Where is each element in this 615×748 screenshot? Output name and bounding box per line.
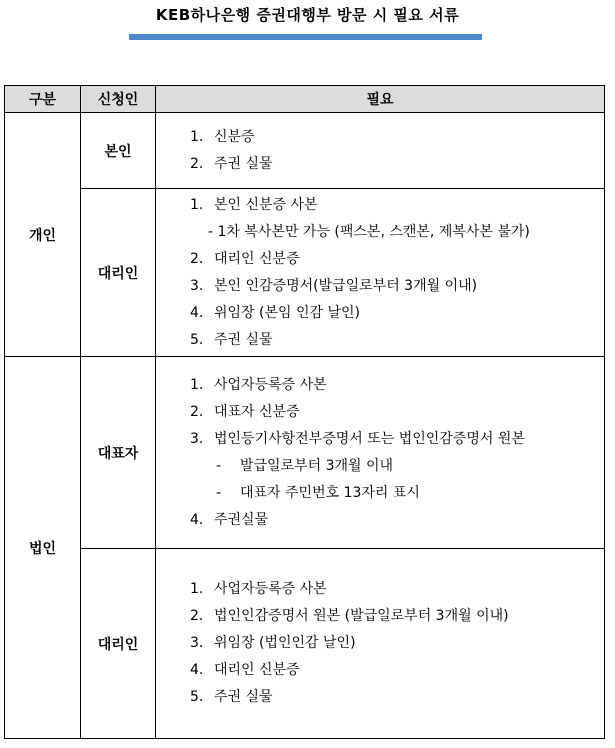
title-underline-bar <box>129 34 482 40</box>
list-item: 5. 주권 실물 <box>190 331 273 348</box>
list-item: 2. 주권 실물 <box>190 155 273 172</box>
header-required: 필요 <box>156 86 605 113</box>
list-subitem: - 발급일로부터 3개월 이내 <box>216 457 394 474</box>
list-item: 2. 대리인 신분증 <box>190 250 300 267</box>
category-individual: 개인 <box>5 113 81 357</box>
table-row <box>5 549 605 739</box>
list-subitem: - 1차 복사본만 가능 (팩스본, 스캔본, 제복사본 불가) <box>208 223 530 240</box>
list-item: 3. 위임장 (법인인감 날인) <box>190 635 356 651</box>
list-item: 1. 신분증 <box>190 128 255 145</box>
required-list <box>156 549 605 739</box>
list-item: 4. 대리인 신분증 <box>190 662 300 678</box>
category-corporation: 법인 <box>5 357 81 739</box>
table-row <box>5 189 605 357</box>
applicant-self: 본인 <box>81 113 156 189</box>
header-applicant: 신청인 <box>81 86 156 113</box>
list-item: 5. 주권 실물 <box>190 689 273 705</box>
list-item: 1. 본인 신분증 사본 <box>190 196 318 213</box>
list-item: 3. 본인 인감증명서(발급일로부터 3개월 이내) <box>190 277 478 294</box>
list-item: 2. 대표자 신분증 <box>190 403 300 420</box>
list-item: 4. 위임장 (본임 인감 날인) <box>190 304 360 321</box>
list-subitem: - 대표자 주민번호 13자리 표시 <box>216 484 420 501</box>
required-list <box>156 357 605 549</box>
list-item: 3. 법인등기사항전부증명서 또는 법인인감증명서 원본 <box>190 430 525 447</box>
required-documents-table <box>4 85 605 739</box>
document-title: KEB하나은행 증권대행부 방문 시 필요 서류 <box>155 6 460 24</box>
required-list <box>156 189 605 357</box>
header-category: 구분 <box>5 86 81 113</box>
applicant-agent: 대리인 <box>81 549 156 739</box>
list-item: 1. 사업자등록증 사본 <box>190 376 327 393</box>
applicant-agent: 대리인 <box>81 189 156 357</box>
required-list <box>156 113 605 189</box>
applicant-representative: 대표자 <box>81 357 156 549</box>
list-item: 1. 사업자등록증 사본 <box>190 581 327 597</box>
table-row <box>5 113 605 189</box>
table-row <box>5 357 605 549</box>
table-header-row <box>5 86 605 113</box>
list-item: 2. 법인인감증명서 원본 (발급일로부터 3개월 이내) <box>190 608 509 624</box>
list-item: 4. 주권실물 <box>190 511 269 528</box>
